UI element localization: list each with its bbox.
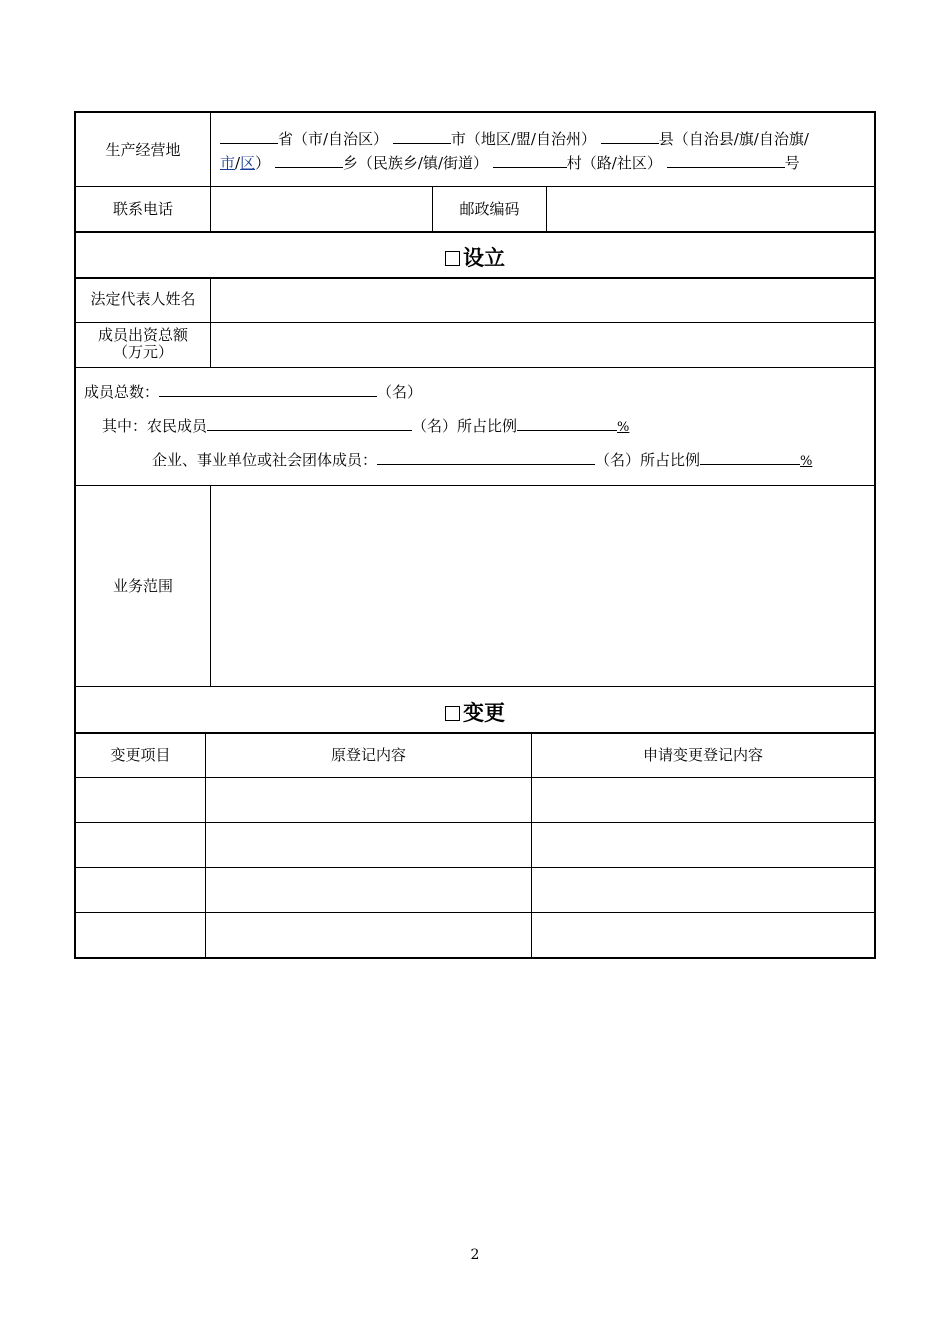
change-section-header [76,697,874,727]
table-cell[interactable] [76,868,205,912]
members-total-unit: （名） [377,383,423,401]
establish-checkbox[interactable] [445,251,460,266]
address-line-1 [220,129,809,149]
establish-section-header [76,242,874,272]
row-divider [76,732,874,734]
village-text: 村（路/社区） [566,154,662,172]
registration-form [74,111,876,959]
org-ratio-blank[interactable] [700,450,800,465]
members-total-label: 成员总数： [84,383,160,401]
change-header-requested: 申请变更登记内容 [642,746,763,764]
city-text: 市（地区/盟/自治州） [450,130,596,148]
capital-label-line2: （万元） [112,343,173,361]
province-blank[interactable] [220,129,278,144]
address-line-2 [220,153,800,173]
farmer-members-line [102,416,629,438]
row-divider [76,367,874,368]
table-cell[interactable] [206,913,531,957]
legal-rep-label: 法定代表人姓名 [90,290,196,308]
establish-title: 设立 [463,246,505,270]
row-divider [76,686,874,687]
address-label: 生产经营地 [105,141,181,159]
capital-field[interactable] [211,323,874,367]
table-cell[interactable] [532,778,874,822]
business-scope-label: 业务范围 [112,577,173,595]
slash-text: / [235,154,241,172]
change-checkbox[interactable] [445,706,460,721]
org-members-line [152,450,812,472]
county-district-link[interactable]: 区 [240,154,256,172]
farmer-percent: % [617,420,630,435]
table-cell[interactable] [76,823,205,867]
township-text: 乡（民族乡/镇/街道） [342,154,488,172]
legal-rep-field[interactable] [211,278,874,322]
business-scope-field[interactable] [211,486,874,686]
change-header-item: 变更项目 [110,746,171,764]
phone-label: 联系电话 [112,200,173,218]
members-total-blank[interactable] [159,382,377,397]
change-title: 变更 [463,701,505,725]
table-cell[interactable] [206,778,531,822]
postcode-label: 邮政编码 [459,200,520,218]
close-paren: ） [255,154,271,172]
org-ratio-label: （名）所占比例 [595,451,701,469]
table-cell[interactable] [206,823,531,867]
farmer-ratio-label: （名）所占比例 [412,417,518,435]
postcode-field[interactable] [547,187,874,231]
province-text: 省（市/自治区） [278,130,389,148]
county-text: 县（自治县/旗/自治旗/ [658,130,809,148]
row-divider [76,231,874,233]
table-cell[interactable] [76,778,205,822]
number-text: 号 [784,154,800,172]
table-cell[interactable] [532,823,874,867]
table-cell[interactable] [206,868,531,912]
phone-field[interactable] [211,187,431,231]
city-blank[interactable] [393,129,451,144]
capital-label-line1: 成员出资总额 [97,326,188,344]
change-header-original: 原登记内容 [330,746,406,764]
capital-label [76,327,210,361]
page-number: 2 [470,1247,480,1263]
farmer-members-blank[interactable] [207,416,412,431]
county-city-link[interactable]: 市 [220,154,236,172]
farmer-members-label: 其中：农民成员 [102,417,208,435]
farmer-ratio-blank[interactable] [517,416,617,431]
county-blank[interactable] [601,129,659,144]
table-cell[interactable] [76,913,205,957]
township-blank[interactable] [275,153,343,168]
org-members-label: 企业、事业单位或社会团体成员： [152,451,378,469]
org-percent: % [800,454,813,469]
members-total-line [84,382,422,402]
table-cell[interactable] [532,868,874,912]
number-blank[interactable] [667,153,785,168]
village-blank[interactable] [493,153,567,168]
org-members-blank[interactable] [377,450,595,465]
table-cell[interactable] [532,913,874,957]
